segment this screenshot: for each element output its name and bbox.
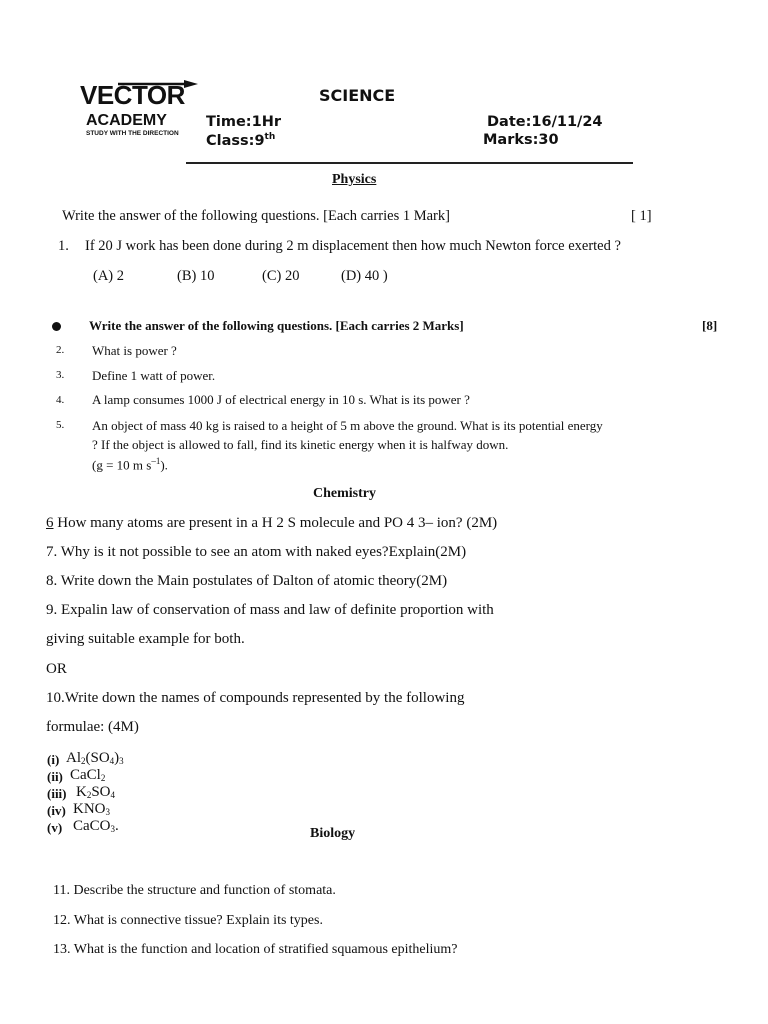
compound-label: (i) xyxy=(47,752,60,767)
question-4-text: A lamp consumes 1000 J of electrical energy in 10 s. What is its power ? xyxy=(92,392,470,407)
logo-tagline: STUDY WITH THE DIRECTION xyxy=(86,130,179,137)
question-number: 1. xyxy=(58,238,69,254)
bullet-icon xyxy=(52,322,61,331)
question-1-text: If 20 J work has been done during 2 m displacement then how much Newton force exerted ? xyxy=(85,238,621,254)
compound-label: (v) xyxy=(47,820,63,835)
or-label: OR xyxy=(46,661,67,677)
question-13: 13. What is the function and location of stratified squamous epithelium? xyxy=(53,942,458,957)
compound-formula: CaCl$_2$ xyxy=(70,767,106,783)
option-c: (C) 20 xyxy=(262,268,300,284)
physics-instruction-2: Write the answer of the following questions. [Each carries 2 Marks] xyxy=(89,318,464,333)
option-a: (A) 2 xyxy=(93,268,125,284)
class-label: Class:9th xyxy=(206,132,276,149)
question-7: 7. Why is it not possible to see an atom with naked eyes?Explain(2M) xyxy=(46,544,467,560)
question-10-line-2: formulae: (4M) xyxy=(46,719,139,735)
compound-formula: $K_2SO_4$ xyxy=(76,784,116,800)
time-label: Time:1Hr xyxy=(206,114,281,130)
compound-formula: $KNO_3$ xyxy=(73,801,110,817)
compound-label: (iii) xyxy=(47,786,67,801)
physics-marks-2: [8] xyxy=(702,318,718,333)
question-9-line-2: giving suitable example for both. xyxy=(46,631,245,647)
question-3-text: Define 1 watt of power. xyxy=(92,368,216,383)
logo-line-2: ACADEMY xyxy=(86,112,167,129)
physics-marks-1: [ 1] xyxy=(631,208,652,224)
header-divider xyxy=(186,162,633,164)
question-number: 3. xyxy=(56,369,65,381)
marks-label: Marks:30 xyxy=(483,132,559,148)
question-5-line-1: An object of mass 40 kg is raised to a height of 5 m above the ground. What is its potential energy xyxy=(92,418,603,433)
logo-line-1: VECTOR xyxy=(80,80,185,110)
biology-title: Biology xyxy=(310,826,356,841)
date-label: Date:16/11/24 xyxy=(487,114,603,130)
question-number: 5. xyxy=(56,419,65,431)
question-8: 8. Write down the Main postulates of Dalton of atomic theory(2M) xyxy=(46,573,448,589)
question-6: 6 How many atoms are present in a H 2 S molecule and PO 4 3– ion? (2M) xyxy=(46,515,498,531)
physics-instruction-1: Write the answer of the following questions. [Each carries 1 Mark] xyxy=(62,208,450,224)
question-number: 2. xyxy=(56,344,65,356)
question-5-line-2: ? If the object is allowed to fall, find its kinetic energy when it is halfway down. xyxy=(92,437,509,452)
question-12: 12. What is connective tissue? Explain its types. xyxy=(53,913,323,928)
question-10-line-1: 10.Write down the names of compounds represented by the following xyxy=(46,690,465,706)
question-5-line-3: (g = 10 m $s^{-1}$). xyxy=(92,456,168,473)
compound-formula: $Al_2(SO_4)_3$ xyxy=(66,750,124,766)
option-b: (B) 10 xyxy=(177,268,215,284)
vector-academy-logo xyxy=(80,80,196,142)
compound-label: (ii) xyxy=(47,769,63,784)
compound-label: (iv) xyxy=(47,803,66,818)
subject-title: SCIENCE xyxy=(319,86,396,105)
chemistry-title: Chemistry xyxy=(313,486,376,501)
question-11: 11. Describe the structure and function of stomata. xyxy=(53,883,336,898)
option-d: (D) 40 ) xyxy=(341,268,388,284)
question-number: 4. xyxy=(56,394,65,406)
question-9-line-1: 9. Expalin law of conservation of mass and law of definite proportion with xyxy=(46,602,494,618)
physics-title: Physics xyxy=(332,172,377,187)
question-2-text: What is power ? xyxy=(92,343,177,358)
compound-formula: CaCO$_3$. xyxy=(73,818,119,834)
